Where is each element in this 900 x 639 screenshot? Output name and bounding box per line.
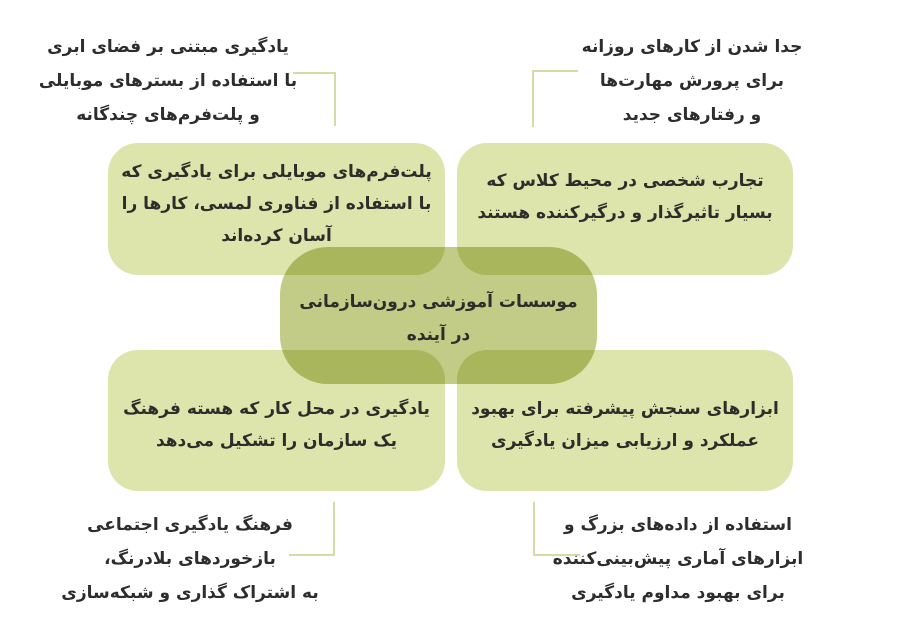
note-line: با استفاده از بسترهای موبایلی [38, 71, 298, 91]
note-line: و پلت‌فرم‌های چندگانه [76, 105, 260, 125]
note-line: ابزارهای آماری پیش‌بینی‌کننده [552, 549, 804, 569]
note-bottom-left [40, 508, 340, 610]
note-bottom-right [528, 508, 828, 610]
note-top-left [18, 30, 318, 132]
box-text-line: بسیار تاثیرگذار و درگیرکننده هستند [477, 203, 773, 223]
box-text-line: یادگیری در محل کار که هسته فرهنگ [123, 398, 430, 419]
box-text-line: تجارب شخصی در محیط کلاس که [486, 171, 764, 191]
note-line: برای بهبود مداوم یادگیری [571, 583, 785, 603]
note-line: و رفتارهای جدید [622, 105, 762, 125]
note-line: بازخوردهای بلادرنگ، [104, 549, 276, 569]
box-text-line: آسان کرده‌اند [221, 226, 332, 246]
note-line: یادگیری مبتنی بر فضای ابری [47, 37, 289, 57]
box-text-line: موسسات آموزشی درون‌سازمانی [299, 291, 578, 312]
note-line: به اشتراک گذاری و شبکه‌سازی [61, 583, 319, 603]
note-top-right [542, 30, 842, 132]
note-line: فرهنگ یادگیری اجتماعی [87, 515, 293, 535]
box-text-line: با استفاده از فناوری لمسی، کارها را [121, 194, 432, 214]
box-text-line: پلت‌فرم‌های موبایلی برای یادگیری که [121, 162, 432, 182]
box-text-line: عملکرد و ارزیابی میزان یادگیری [491, 430, 759, 451]
box-center-future-educational-institutions [280, 247, 597, 384]
box-text-line: یک سازمان را تشکیل می‌دهد [155, 430, 398, 451]
note-line: جدا شدن از کارهای روزانه [581, 37, 803, 57]
note-line: برای پرورش مهارت‌ها [599, 71, 785, 91]
note-line: استفاده از داده‌های بزرگ و [564, 515, 792, 535]
box-text-line: در آینده [406, 324, 471, 345]
box-text-line: ابزارهای سنجش پیشرفته برای بهبود [471, 398, 779, 419]
